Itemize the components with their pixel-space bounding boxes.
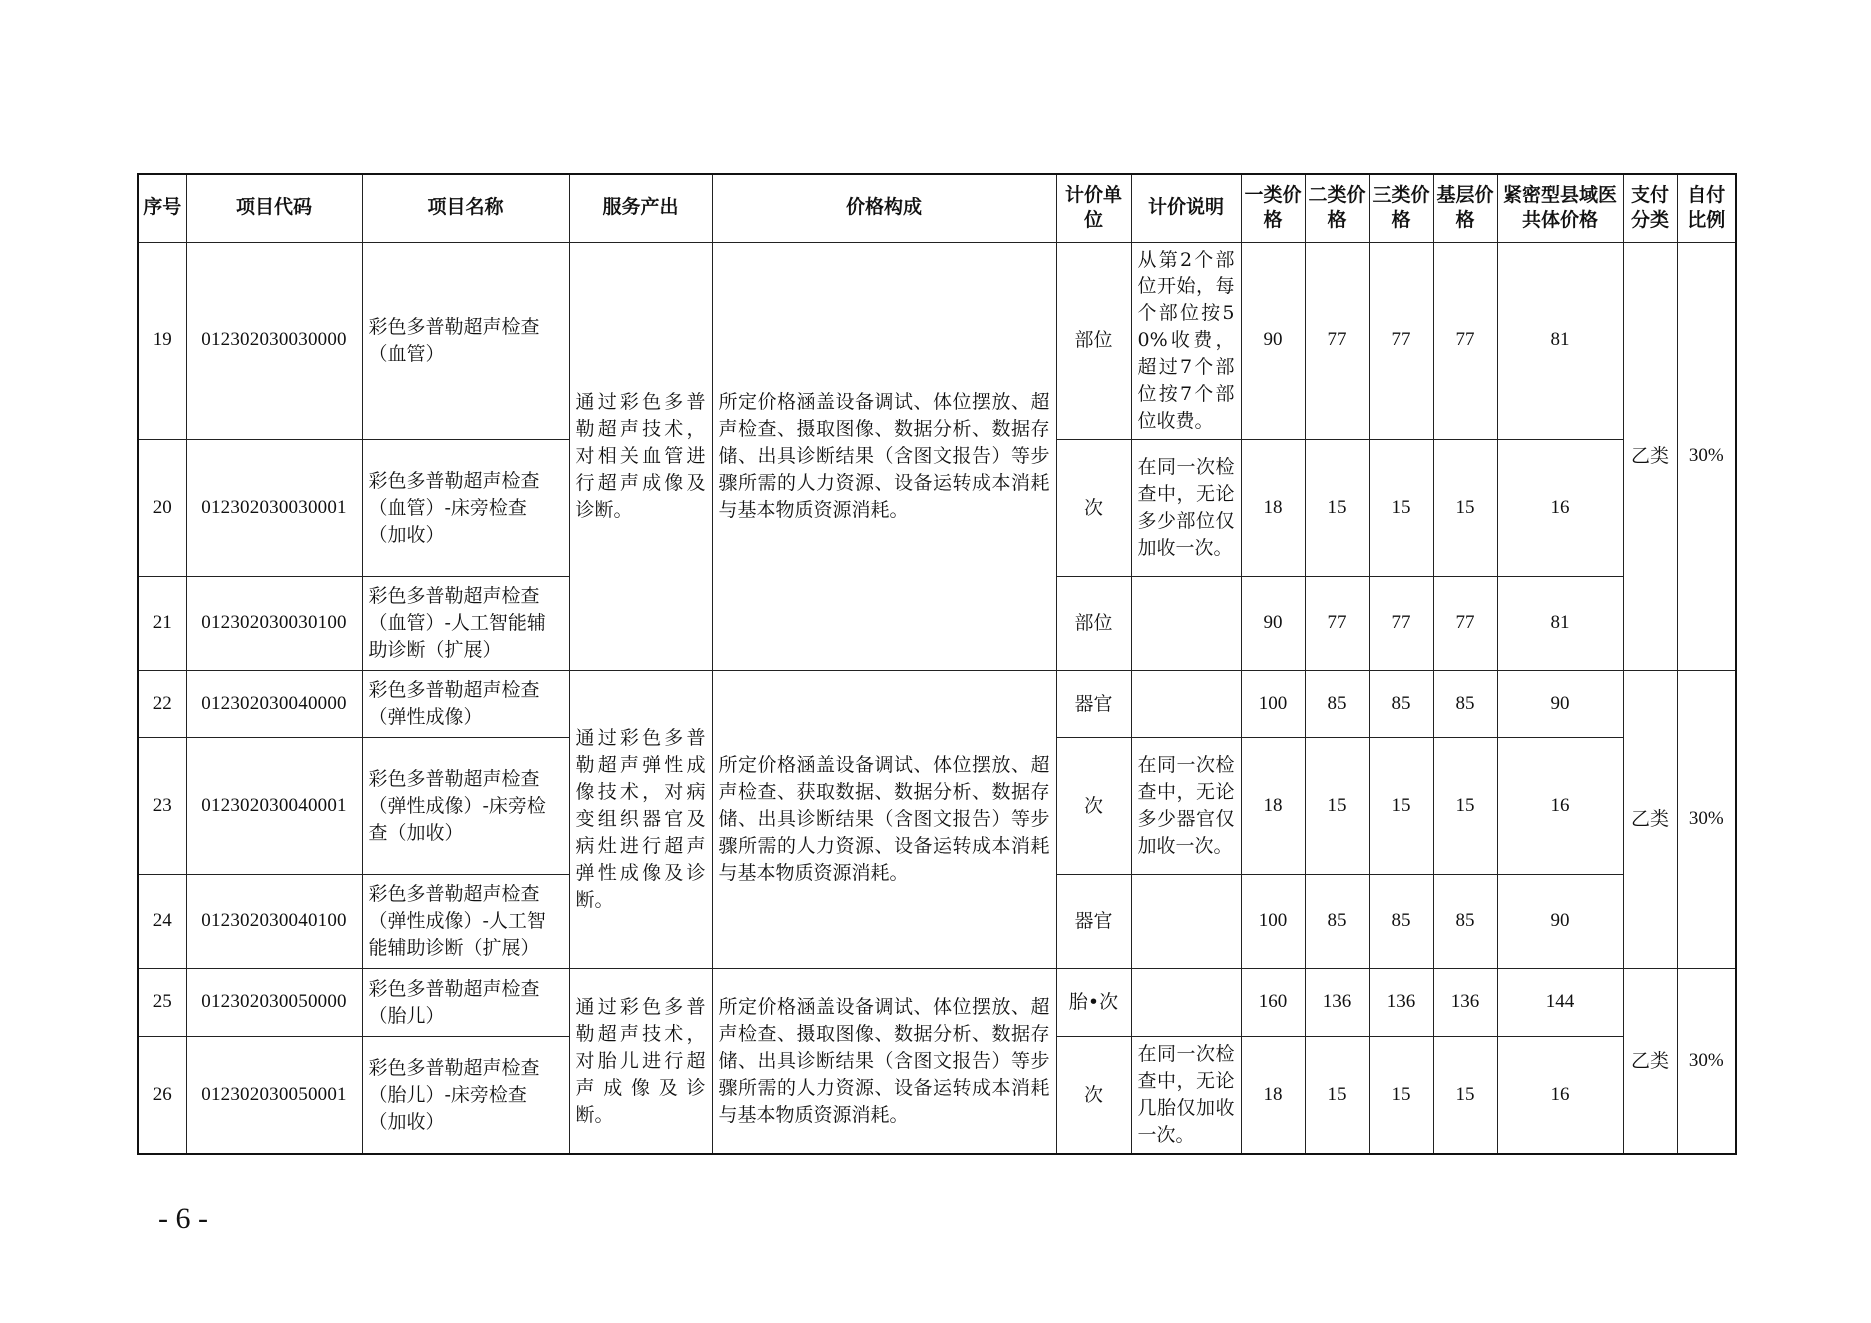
- row-price-1: 90: [1241, 242, 1305, 440]
- row-price-2: 15: [1305, 440, 1369, 577]
- row-unit: 部位: [1056, 577, 1131, 671]
- row-name: 彩色多普勒超声检查（血管）-床旁检查（加收）: [362, 440, 569, 577]
- row-seq: 19: [138, 242, 186, 440]
- group-self-ratio: 30%: [1677, 242, 1736, 671]
- header-name: 项目名称: [362, 174, 569, 242]
- row-price-basic: 15: [1433, 738, 1497, 875]
- row-unit: 次: [1056, 738, 1131, 875]
- header-seq: 序号: [138, 174, 186, 242]
- row-code: 012302030030001: [186, 440, 362, 577]
- row-unit: 器官: [1056, 875, 1131, 969]
- group-self-ratio: 30%: [1677, 671, 1736, 969]
- row-price-1: 90: [1241, 577, 1305, 671]
- row-price-1: 160: [1241, 969, 1305, 1037]
- row-seq: 21: [138, 577, 186, 671]
- row-price-2: 85: [1305, 875, 1369, 969]
- row-note: [1131, 875, 1241, 969]
- row-price-basic: 77: [1433, 242, 1497, 440]
- row-seq: 22: [138, 671, 186, 738]
- row-price-county: 144: [1497, 969, 1623, 1037]
- row-price-basic: 15: [1433, 440, 1497, 577]
- row-name: 彩色多普勒超声检查（胎儿）: [362, 969, 569, 1037]
- header-service: 服务产出: [569, 174, 712, 242]
- row-price-3: 136: [1369, 969, 1433, 1037]
- row-code: 012302030040100: [186, 875, 362, 969]
- row-price-3: 77: [1369, 577, 1433, 671]
- row-price-basic: 85: [1433, 875, 1497, 969]
- table-row: [138, 671, 1736, 738]
- row-price-2: 15: [1305, 1037, 1369, 1154]
- group-self-ratio: 30%: [1677, 969, 1736, 1154]
- row-code: 012302030050001: [186, 1037, 362, 1154]
- row-name: 彩色多普勒超声检查（血管）-人工智能辅助诊断（扩展）: [362, 577, 569, 671]
- row-seq: 25: [138, 969, 186, 1037]
- row-price-county: 90: [1497, 671, 1623, 738]
- row-price-3: 85: [1369, 875, 1433, 969]
- header-price-county: 紧密型县域医共体价格: [1497, 174, 1623, 242]
- row-note: [1131, 969, 1241, 1037]
- row-price-county: 16: [1497, 440, 1623, 577]
- row-price-basic: 77: [1433, 577, 1497, 671]
- row-note: 从第2个部位开始，每个部位按50%收费，超过7个部位按7个部位收费。: [1131, 242, 1241, 440]
- row-price-2: 77: [1305, 242, 1369, 440]
- group-pay-class: 乙类: [1623, 242, 1677, 671]
- row-price-county: 81: [1497, 577, 1623, 671]
- row-note: 在同一次检查中，无论多少器官仅加收一次。: [1131, 738, 1241, 875]
- row-price-basic: 136: [1433, 969, 1497, 1037]
- header-self-ratio: 自付比例: [1677, 174, 1736, 242]
- row-name: 彩色多普勒超声检查（弹性成像）: [362, 671, 569, 738]
- group-service: 通过彩色多普勒超声技术，对相关血管进行超声成像及诊断。: [569, 242, 712, 671]
- row-unit: 器官: [1056, 671, 1131, 738]
- row-name: 彩色多普勒超声检查（胎儿）-床旁检查（加收）: [362, 1037, 569, 1154]
- row-price-1: 100: [1241, 875, 1305, 969]
- row-price-3: 15: [1369, 738, 1433, 875]
- row-price-2: 85: [1305, 671, 1369, 738]
- header-note: 计价说明: [1131, 174, 1241, 242]
- group-composition: 所定价格涵盖设备调试、体位摆放、超声检查、摄取图像、数据分析、数据存储、出具诊断结果（含图文报告）等步骤所需的人力资源、设备运转成本消耗与基本物质资源消耗。: [712, 242, 1056, 671]
- group-service: 通过彩色多普勒超声弹性成像技术，对病变组织器官及病灶进行超声弹性成像及诊断。: [569, 671, 712, 969]
- row-price-basic: 15: [1433, 1037, 1497, 1154]
- row-note: [1131, 671, 1241, 738]
- row-price-2: 136: [1305, 969, 1369, 1037]
- header-pay-class: 支付分类: [1623, 174, 1677, 242]
- row-code: 012302030040000: [186, 671, 362, 738]
- header-price-2: 二类价格: [1305, 174, 1369, 242]
- header-price-3: 三类价格: [1369, 174, 1433, 242]
- row-seq: 20: [138, 440, 186, 577]
- row-price-3: 15: [1369, 1037, 1433, 1154]
- row-price-1: 18: [1241, 440, 1305, 577]
- row-unit: 胎•次: [1056, 969, 1131, 1037]
- row-name: 彩色多普勒超声检查（血管）: [362, 242, 569, 440]
- row-code: 012302030030000: [186, 242, 362, 440]
- table-row: [138, 242, 1736, 440]
- row-code: 012302030050000: [186, 969, 362, 1037]
- row-note: [1131, 577, 1241, 671]
- row-seq: 23: [138, 738, 186, 875]
- row-name: 彩色多普勒超声检查（弹性成像）-床旁检查（加收）: [362, 738, 569, 875]
- row-price-county: 16: [1497, 1037, 1623, 1154]
- group-pay-class: 乙类: [1623, 969, 1677, 1154]
- row-price-basic: 85: [1433, 671, 1497, 738]
- header-code: 项目代码: [186, 174, 362, 242]
- row-price-county: 16: [1497, 738, 1623, 875]
- group-composition: 所定价格涵盖设备调试、体位摆放、超声检查、获取数据、数据分析、数据存储、出具诊断结果（含图文报告）等步骤所需的人力资源、设备运转成本消耗与基本物质资源消耗。: [712, 671, 1056, 969]
- row-seq: 26: [138, 1037, 186, 1154]
- row-price-county: 90: [1497, 875, 1623, 969]
- row-code: 012302030030100: [186, 577, 362, 671]
- group-composition: 所定价格涵盖设备调试、体位摆放、超声检查、摄取图像、数据分析、数据存储、出具诊断结果（含图文报告）等步骤所需的人力资源、设备运转成本消耗与基本物质资源消耗。: [712, 969, 1056, 1154]
- row-price-3: 77: [1369, 242, 1433, 440]
- row-note: 在同一次检查中，无论多少部位仅加收一次。: [1131, 440, 1241, 577]
- row-price-2: 77: [1305, 577, 1369, 671]
- row-note: 在同一次检查中，无论几胎仅加收一次。: [1131, 1037, 1241, 1154]
- header-price-1: 一类价格: [1241, 174, 1305, 242]
- row-seq: 24: [138, 875, 186, 969]
- table-body: [138, 242, 1736, 1154]
- page-number: - 6 -: [158, 1202, 208, 1235]
- header-composition: 价格构成: [712, 174, 1056, 242]
- row-price-1: 100: [1241, 671, 1305, 738]
- price-table: [137, 173, 1737, 1155]
- group-service: 通过彩色多普勒超声技术，对胎儿进行超声成像及诊断。: [569, 969, 712, 1154]
- row-price-3: 85: [1369, 671, 1433, 738]
- row-unit: 次: [1056, 440, 1131, 577]
- row-unit: 部位: [1056, 242, 1131, 440]
- row-unit: 次: [1056, 1037, 1131, 1154]
- row-price-2: 15: [1305, 738, 1369, 875]
- row-code: 012302030040001: [186, 738, 362, 875]
- row-price-county: 81: [1497, 242, 1623, 440]
- row-price-3: 15: [1369, 440, 1433, 577]
- group-pay-class: 乙类: [1623, 671, 1677, 969]
- table-row: [138, 969, 1736, 1037]
- row-price-1: 18: [1241, 1037, 1305, 1154]
- header-row: [138, 174, 1736, 242]
- header-unit: 计价单位: [1056, 174, 1131, 242]
- row-price-1: 18: [1241, 738, 1305, 875]
- row-name: 彩色多普勒超声检查（弹性成像）-人工智能辅助诊断（扩展）: [362, 875, 569, 969]
- header-price-basic: 基层价格: [1433, 174, 1497, 242]
